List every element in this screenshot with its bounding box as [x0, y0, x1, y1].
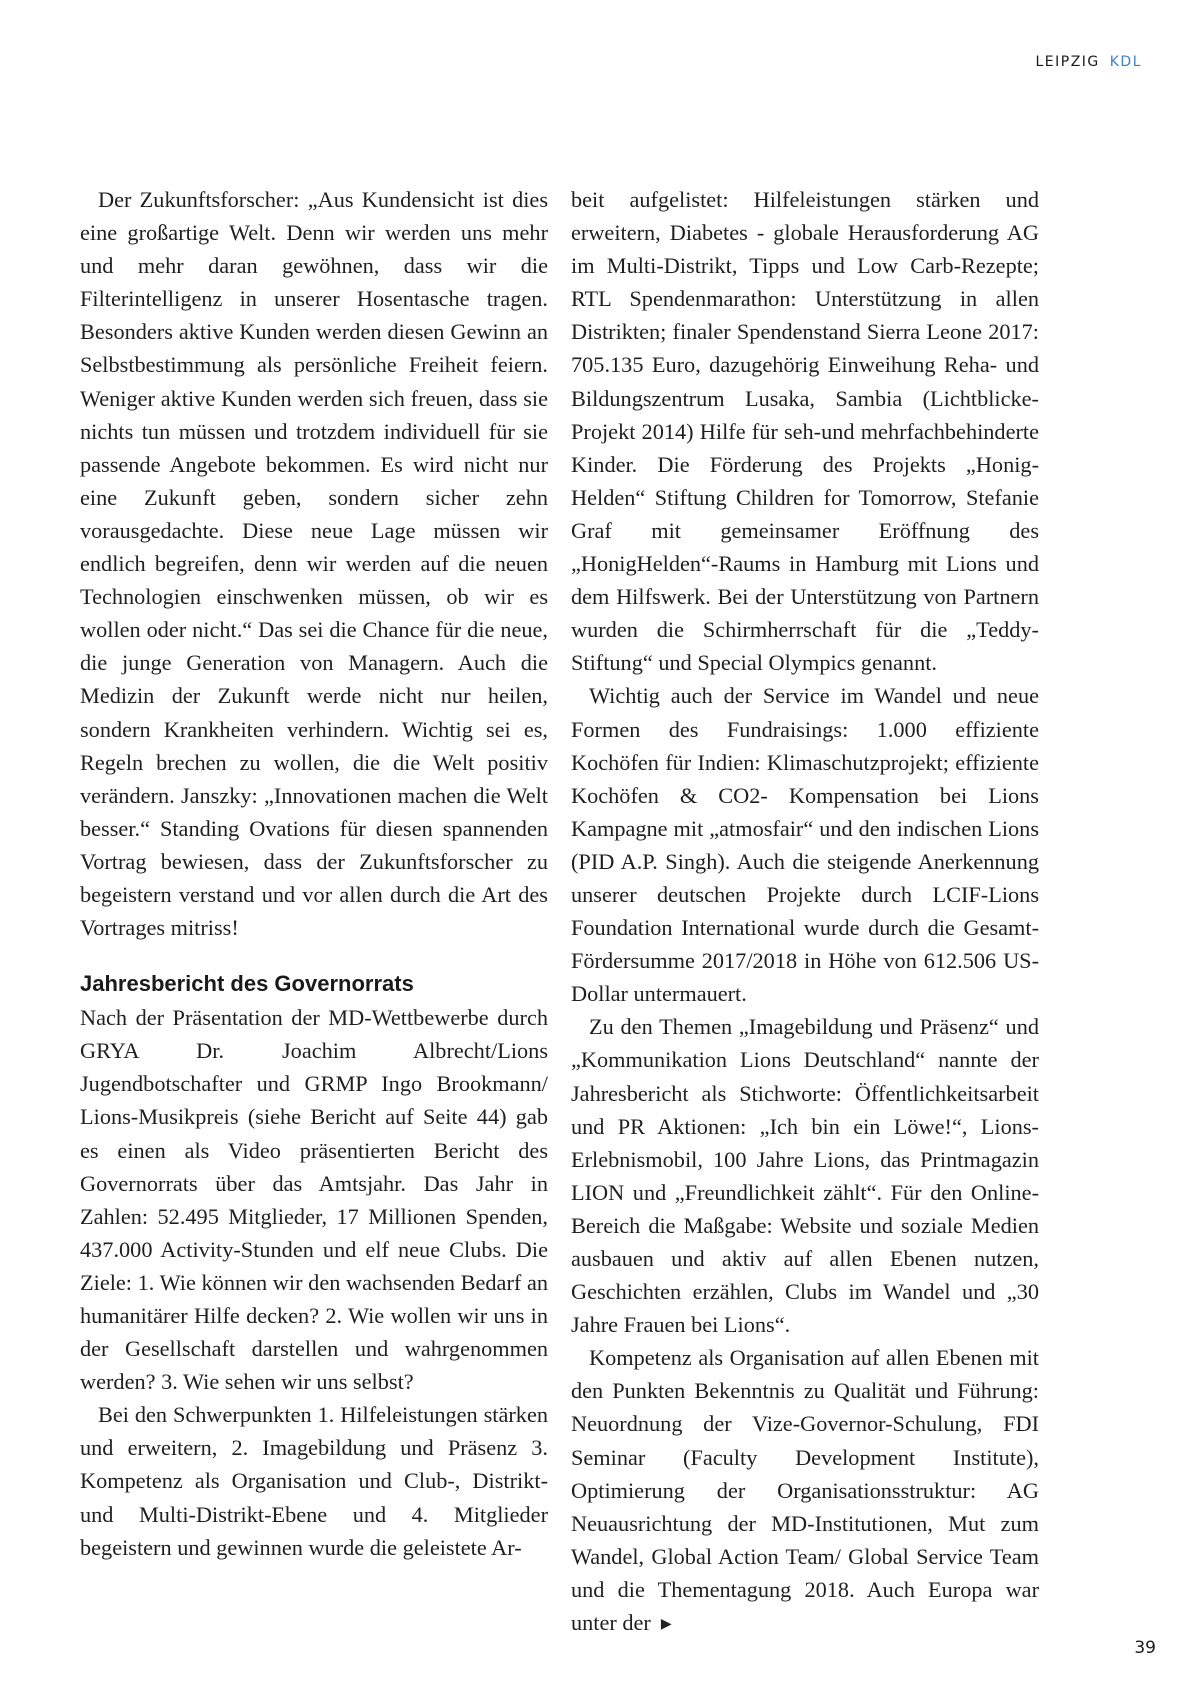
running-header: [1035, 54, 1142, 70]
right-paragraph-2: Wichtig auch der Service im Wandel und neue Formen des Fundraisings: 1.000 effiziente Kochöfen für Indien: Klimaschutzprojekt; effiziente Kochöfen & CO2- Kompensation bei Lions Kampagne mit „atmosfair“ und den indischen Lions (PID A.P. Singh). Auch die steigende Anerkennung unserer deutschen Projekte durch LCIF-Lions Foundation International wurde durch die Gesamt-Fördersumme 2017/2018 in Höhe von 612.506 US-Dollar untermauert.: [571, 683, 1039, 1007]
section-heading: Jahresbericht des Governorrats: [80, 971, 414, 997]
right-paragraph-1: beit aufgelistet: Hilfeleistungen stärken und erweitern, Diabetes - globale Herausforderung AG im Multi-Distrikt, Tipps und Low Carb-Rezepte; RTL Spendenmarathon: Unterstützung in allen Distrikten; finaler Spendenstand Sierra Leone 2017: 705.135 Euro, dazugehörig Einweihung Reha- und Bildungszentrum Lusaka, Sambia (Lichtblicke-Projekt 2014) Hilfe für seh-und mehrfachbehinderte Kinder. Die Förderung des Projekts „Honig-Helden“ Stiftung Children for Tomorrow, Stefanie Graf mit gemeinsamer Eröffnung des „HonigHelden“-Raums in Hamburg mit Lions und dem Hilfswerk. Bei der Unterstützung von Partnern wurden die Schirmherrschaft für die „Teddy-Stiftung“ und Special Olympics genannt.: [571, 187, 1039, 676]
page-number: 39: [1134, 1638, 1156, 1658]
left-paragraph-1: Der Zukunftsforscher: „Aus Kundensicht ist dies eine großartige Welt. Denn wir werden uns mehr und mehr daran gewöhnen, dass wir die Filterintelligenz in unserer Hosentasche tragen. Besonders aktive Kunden werden diesen Gewinn an Selbstbestimmung als persönliche Freiheit feiern. Weniger aktive Kunden werden sich freuen, dass sie nichts tun müssen und trotzdem individuell für sie passende Angebote bekommen. Es wird nicht nur eine Zukunft geben, sondern sicher zehn vorausgedachte. Diese neue Lage müssen wir endlich begreifen, denn wir werden auf die neuen Technologien einschwenken müssen, ob wir es wollen oder nicht.“ Das sei die Chance für die neue, die junge Generation von Managern. Auch die Medizin der Zukunft werde nicht nur heilen, sondern Krankheiten verhindern. Wichtig sei es, Regeln brechen zu wollen, die die Welt positiv verändern. Janszky: „Innovationen machen die Welt besser.“ Standing Ovations für diesen spannenden Vortrag bewiesen, dass der Zukunftsforscher zu begeistern verstand und vor allen durch die Art des Vortrages mitriss!: [80, 187, 548, 941]
right-column: [571, 183, 1039, 1641]
right-paragraph-4-text: Kompetenz als Organisation auf allen Ebenen mit den Punkten Bekenntnis zu Qualität und Führung: Neuordnung der Vize-Governor-Schulung, FDI Seminar (Faculty Development Institute), Optimierung der Organisationsstruktur: AG Neuausrichtung der MD-Institutionen, Mut zum Wandel, Global Action Team/ Global Service Team und die Thementagung 2018. Auch Europa war unter der: [571, 1345, 1039, 1636]
header-tag: KDL: [1109, 54, 1142, 70]
right-paragraph-4: [571, 1341, 1039, 1641]
left-column: [80, 183, 548, 1564]
left-paragraph-3: Bei den Schwerpunkten 1. Hilfeleistungen stärken und erweitern, 2. Imagebildung und Präsenz 3. Kompetenz als Organisation und Club-, Distrikt-und Multi-Distrikt-Ebene und 4. Mitglieder begeistern und gewinnen wurde die geleistete Ar-: [80, 1402, 548, 1560]
continue-arrow-icon: ▶: [660, 1617, 672, 1633]
left-paragraph-2: Nach der Präsentation der MD-Wettbewerbe durch GRYA Dr. Joachim Albrecht/Lions Jugendbotschafter und GRMP Ingo Brookmann/ Lions-Musikpreis (siehe Bericht auf Seite 44) gab es einen als Video präsentierten Bericht des Governorrats über das Amtsjahr. Das Jahr in Zahlen: 52.495 Mitglieder, 17 Millionen Spenden, 437.000 Activity-Stunden und elf neue Clubs. Die Ziele: 1. Wie können wir den wachsenden Bedarf an humanitärer Hilfe decken? 2. Wie wollen wir uns in der Gesellschaft darstellen und wahrgenommen werden? 3. Wie sehen wir uns selbst?: [80, 1005, 548, 1395]
header-city: LEIPZIG: [1035, 54, 1100, 70]
right-paragraph-3: Zu den Themen „Imagebildung und Präsenz“ und „Kommunikation Lions Deutschland“ nannte der Jahresbericht als Stichworte: Öffentlichkeitsarbeit und PR Aktionen: „Ich bin ein Löwe!“, Lions-Erlebnismobil, 100 Jahre Lions, das Printmagazin LION und „Freundlichkeit zählt“. Für den Online-Bereich die Maßgabe: Website und soziale Medien ausbauen und aktiv auf allen Ebenen nutzen, Geschichten erzählen, Clubs im Wandel und „30 Jahre Frauen bei Lions“.: [571, 1014, 1039, 1338]
